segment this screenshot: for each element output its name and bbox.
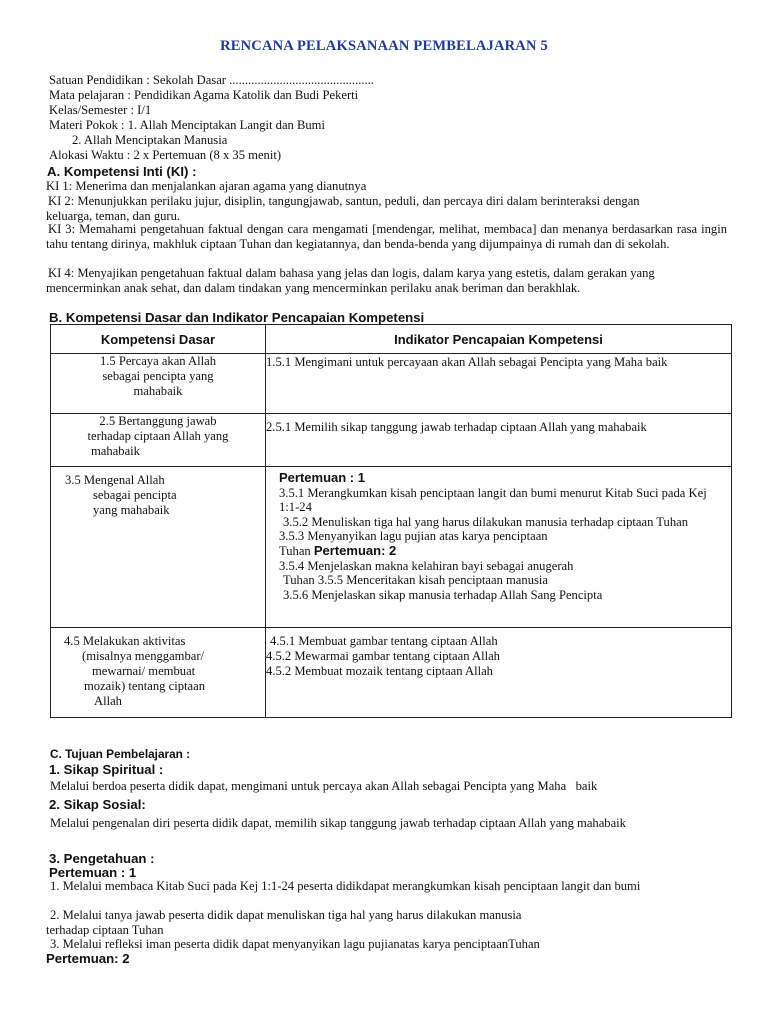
section-a-heading: A. Kompetensi Inti (KI) :	[47, 164, 197, 179]
tujuan-pengetahuan-1: 1. Melalui membaca Kitab Suci pada Kej 1:1-24 peserta didikdapat merangkumkan kisah penciptaan langit dan bumi	[50, 879, 641, 893]
indikator-3-5-3-tuhan: Tuhan	[279, 543, 311, 558]
header-kompetensi-dasar: Kompetensi Dasar	[51, 325, 266, 354]
indikator-cell-4-5	[266, 628, 732, 718]
indikator-4-5-1: 4.5.1 Membuat gambar tentang ciptaan Allah	[270, 634, 498, 648]
indikator-3-5-3: 3.5.3 Menyanyikan lagu pujian atas karya penciptaan	[279, 529, 548, 544]
kompetensi-table	[50, 324, 732, 718]
ki-1: KI 1: Menerima dan menjalankan ajaran agama yang dianutnya	[46, 179, 367, 193]
table-row	[51, 354, 732, 414]
tujuan-pengetahuan-3: 3. Melalui refleksi iman peserta didik dapat menyanyikan lagu pujianatas karya penciptaanTuhan	[50, 937, 540, 951]
pengetahuan-pertemuan-1: Pertemuan : 1	[49, 865, 137, 880]
ki-3: KI 3: Memahami pengetahuan faktual dengan cara mengamati [mendengar, melihat, membaca] dan menanya berdasarkan rasa ingin tahu tentang dirinya, makhluk ciptaan Tuhan dan kegiatannya, dan benda-benda yang dijumpainya di rumah dan di sekolah.	[46, 222, 727, 251]
kd-line: 1.5 Percaya akan Allah	[99, 354, 217, 368]
ki-2: KI 2: Menunjukkan perilaku jujur, disiplin, tangungjawab, santun, peduli, dan percaya diri dalam berinteraksi dengan keluarga, teman, dan guru.	[46, 194, 640, 223]
kd-line: mahabaik	[91, 444, 140, 458]
kd-line: sebagai pencipta yang	[102, 369, 214, 383]
table-row	[51, 467, 732, 628]
kd-cell-4-5	[51, 628, 266, 718]
kelas-semester: Kelas/Semester : I/1	[49, 103, 152, 117]
pertemuan-1-label: Pertemuan : 1	[279, 470, 365, 485]
indikator-cell-3-5	[266, 467, 732, 628]
indikator-cell-2-5	[266, 414, 732, 467]
page-title: RENCANA PELAKSANAAN PEMBELAJARAN 5	[220, 38, 548, 54]
kd-line: (misalnya menggambar/	[82, 649, 205, 663]
materi-pokok-1: Materi Pokok : 1. Allah Menciptakan Langit dan Bumi	[49, 118, 325, 132]
ki-4: KI 4: Menyajikan pengetahuan faktual dalam bahasa yang jelas dan logis, dalam karya yang estetis, dalam gerakan yang mencerminkan anak sehat, dan dalam tindakan yang mencerminkan perilaku anak beriman dan berakhlak.	[46, 266, 655, 295]
kd-line: mozaik) tentang ciptaan	[84, 679, 205, 693]
indikator-3-5-5: Tuhan 3.5.5 Menceritakan kisah penciptaan manusia	[283, 573, 548, 588]
mata-pelajaran: Mata pelajaran : Pendidikan Agama Katolik dan Budi Pekerti	[49, 88, 359, 102]
section-b-heading: B. Kompetensi Dasar dan Indikator Pencapaian Kompetensi	[49, 310, 425, 325]
indikator-cell-1-5	[266, 354, 732, 414]
pengetahuan-pertemuan-2: Pertemuan: 2	[46, 951, 130, 966]
table-row	[51, 628, 732, 718]
kd-line: mewarnai/ membuat	[92, 664, 196, 678]
kd-cell-3-5	[51, 467, 266, 628]
pertemuan-2-label: Pertemuan: 2	[313, 542, 397, 558]
table-row	[51, 414, 732, 467]
indikator-4-5-2b: 4.5.2 Membuat mozaik tentang ciptaan Allah	[266, 664, 493, 678]
kd-cell-1-5	[51, 354, 266, 414]
kd-line: 4.5 Melakukan aktivitas	[64, 634, 186, 648]
indikator-3-5-3-cont	[279, 544, 731, 559]
tujuan-pengetahuan-2: 2. Melalui tanya jawab peserta didik dapat menuliskan tiga hal yang harus dilakukan manusia terhadap ciptaan Tuhan	[46, 908, 522, 937]
indikator-text: 1.5.1 Mengimani untuk percayaan akan Allah sebagai Pencipta yang Maha baik	[266, 355, 668, 369]
identity-block	[49, 73, 729, 163]
sikap-spiritual-text: Melalui berdoa peserta didik dapat, mengimani untuk percaya akan Allah sebagai Pencipta yang Maha baik	[50, 779, 598, 793]
indikator-4-5-2a: 4.5.2 Mewarmai gambar tentang ciptaan Allah	[266, 649, 500, 663]
materi-pokok-2: 2. Allah Menciptakan Manusia	[72, 133, 228, 147]
kd-line: mahabaik	[133, 384, 183, 398]
kd-line: terhadap ciptaan Allah yang	[87, 429, 229, 443]
satuan-pendidikan: Satuan Pendidikan : Sekolah Dasar ..............................................	[49, 73, 374, 87]
indikator-3-5-2: 3.5.2 Menuliskan tiga hal yang harus dilakukan manusia terhadap ciptaan Tuhan	[283, 514, 689, 529]
indikator-text: 2.5.1 Memilih sikap tanggung jawab terhadap ciptaan Allah yang mahabaik	[266, 420, 647, 434]
indikator-3-5-4: 3.5.4 Menjelaskan makna kelahiran bayi sebagai anugerah	[279, 558, 574, 573]
pengetahuan-heading: 3. Pengetahuan :	[49, 851, 155, 866]
kd-line: 3.5 Mengenal Allah	[65, 473, 165, 487]
sikap-spiritual-heading: 1. Sikap Spiritual :	[49, 762, 164, 777]
indikator-3-5-6: 3.5.6 Menjelaskan sikap manusia terhadap Allah Sang Pencipta	[283, 587, 603, 602]
header-indikator: Indikator Pencapaian Kompetensi	[266, 325, 732, 354]
indikator-3-5-1: 3.5.1 Merangkumkan kisah penciptaan langit dan bumi menurut Kitab Suci pada Kej 1:1-24	[279, 485, 707, 515]
kd-line: sebagai pencipta	[93, 488, 177, 502]
table-header-row	[51, 325, 732, 354]
kd-line: yang mahabaik	[93, 503, 170, 517]
alokasi-waktu: Alokasi Waktu : 2 x Pertemuan (8 x 35 menit)	[49, 148, 282, 162]
section-c-heading: C. Tujuan Pembelajaran :	[50, 747, 191, 761]
sikap-sosial-heading: 2. Sikap Sosial:	[49, 797, 146, 812]
kd-line: Allah	[94, 694, 122, 708]
kd-cell-2-5	[51, 414, 266, 467]
sikap-sosial-text: Melalui pengenalan diri peserta didik dapat, memilih sikap tanggung jawab terhadap ciptaan Allah yang mahabaik	[50, 816, 626, 830]
kd-line: 2.5 Bertanggung jawab	[99, 414, 217, 428]
